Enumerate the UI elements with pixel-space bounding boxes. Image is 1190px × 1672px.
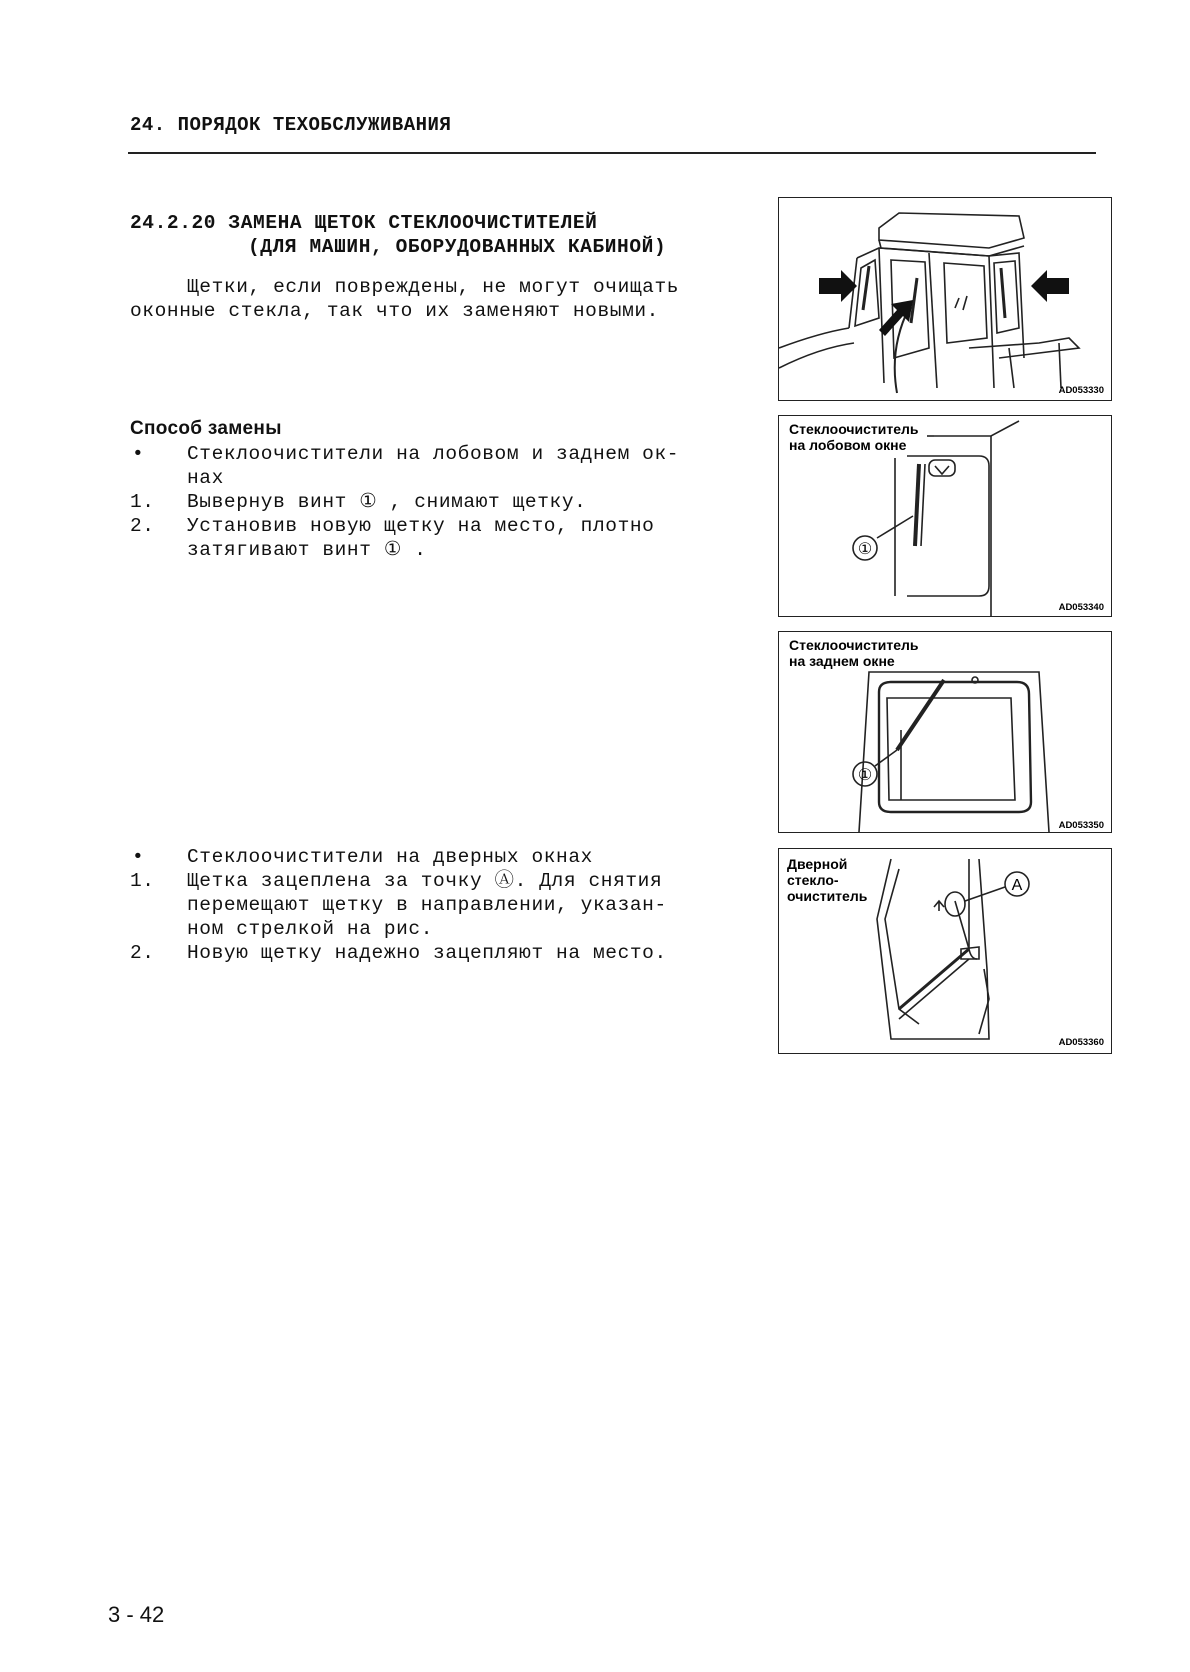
section-title-line1: 24.2.20 ЗАМЕНА ЩЕТОК СТЕКЛООЧИСТИТЕЛЕЙ <box>130 212 598 234</box>
figure-label-line1: Дверной <box>787 856 848 872</box>
intro-line2: оконные стекла, так что их заменяют новыми. <box>130 300 659 322</box>
page-number: 3 - 42 <box>108 1602 165 1627</box>
intro-line1: Щетки, если повреждены, не могут очищать <box>187 276 680 298</box>
callout-a: A <box>1011 877 1023 894</box>
figure-code: AD053360 <box>1058 1037 1104 1048</box>
step-number: 1. <box>130 491 155 513</box>
step-text: Вывернув винт ① , снимают щетку. <box>187 491 587 513</box>
door-wiper-illustration <box>779 849 1111 1053</box>
section-title-line2: (ДЛЯ МАШИН, ОБОРУДОВАННЫХ КАБИНОЙ) <box>248 236 667 258</box>
step-number: 2. <box>130 942 155 964</box>
step-text: Установив новую щетку на место, плотно <box>187 515 655 537</box>
figure-code: AD053330 <box>1058 385 1104 396</box>
figure-label-line3: очиститель <box>787 888 868 904</box>
group1-heading-line1: Стеклоочистители на лобовом и заднем ок- <box>187 443 680 465</box>
front-wiper-illustration <box>779 416 1111 616</box>
rear-wiper-illustration <box>779 632 1111 832</box>
step-number: 2. <box>130 515 155 537</box>
figure-label-line2: на заднем окне <box>789 653 895 669</box>
bullet: • <box>132 846 145 868</box>
step-text: Щетка зацеплена за точку Ⓐ. Для снятия <box>187 870 663 892</box>
figure-code: AD053340 <box>1058 602 1104 613</box>
group1-heading-line2: нах <box>187 467 224 489</box>
step-number: 1. <box>130 870 155 892</box>
figure-cab-overview <box>778 197 1112 401</box>
figure-front-wiper <box>778 415 1112 617</box>
step-text: Новую щетку надежно зацепляют на место. <box>187 942 667 964</box>
figure-label-line2: на лобовом окне <box>789 437 907 453</box>
step-text: перемещают щетку в направлении, указан- <box>187 894 667 916</box>
method-title: Способ замены <box>130 418 282 439</box>
header-rule <box>128 152 1096 154</box>
group2-heading: Стеклоочистители на дверных окнах <box>187 846 593 868</box>
callout-1: ① <box>857 541 873 558</box>
figure-door-wiper <box>778 848 1112 1054</box>
step-text: затягивают винт ① . <box>187 539 427 561</box>
running-header: 24. ПОРЯДОК ТЕХОБСЛУЖИВАНИЯ <box>130 114 452 136</box>
figure-label-line1: Стеклоочиститель <box>789 637 919 653</box>
figure-label-line1: Стеклоочиститель <box>789 421 919 437</box>
step-text: ном стрелкой на рис. <box>187 918 434 940</box>
figure-label-line2: стекло- <box>787 872 839 888</box>
callout-1: ① <box>857 767 873 784</box>
cab-illustration <box>779 198 1111 400</box>
figure-rear-wiper <box>778 631 1112 833</box>
figure-code: AD053350 <box>1058 820 1104 831</box>
bullet: • <box>132 443 145 465</box>
